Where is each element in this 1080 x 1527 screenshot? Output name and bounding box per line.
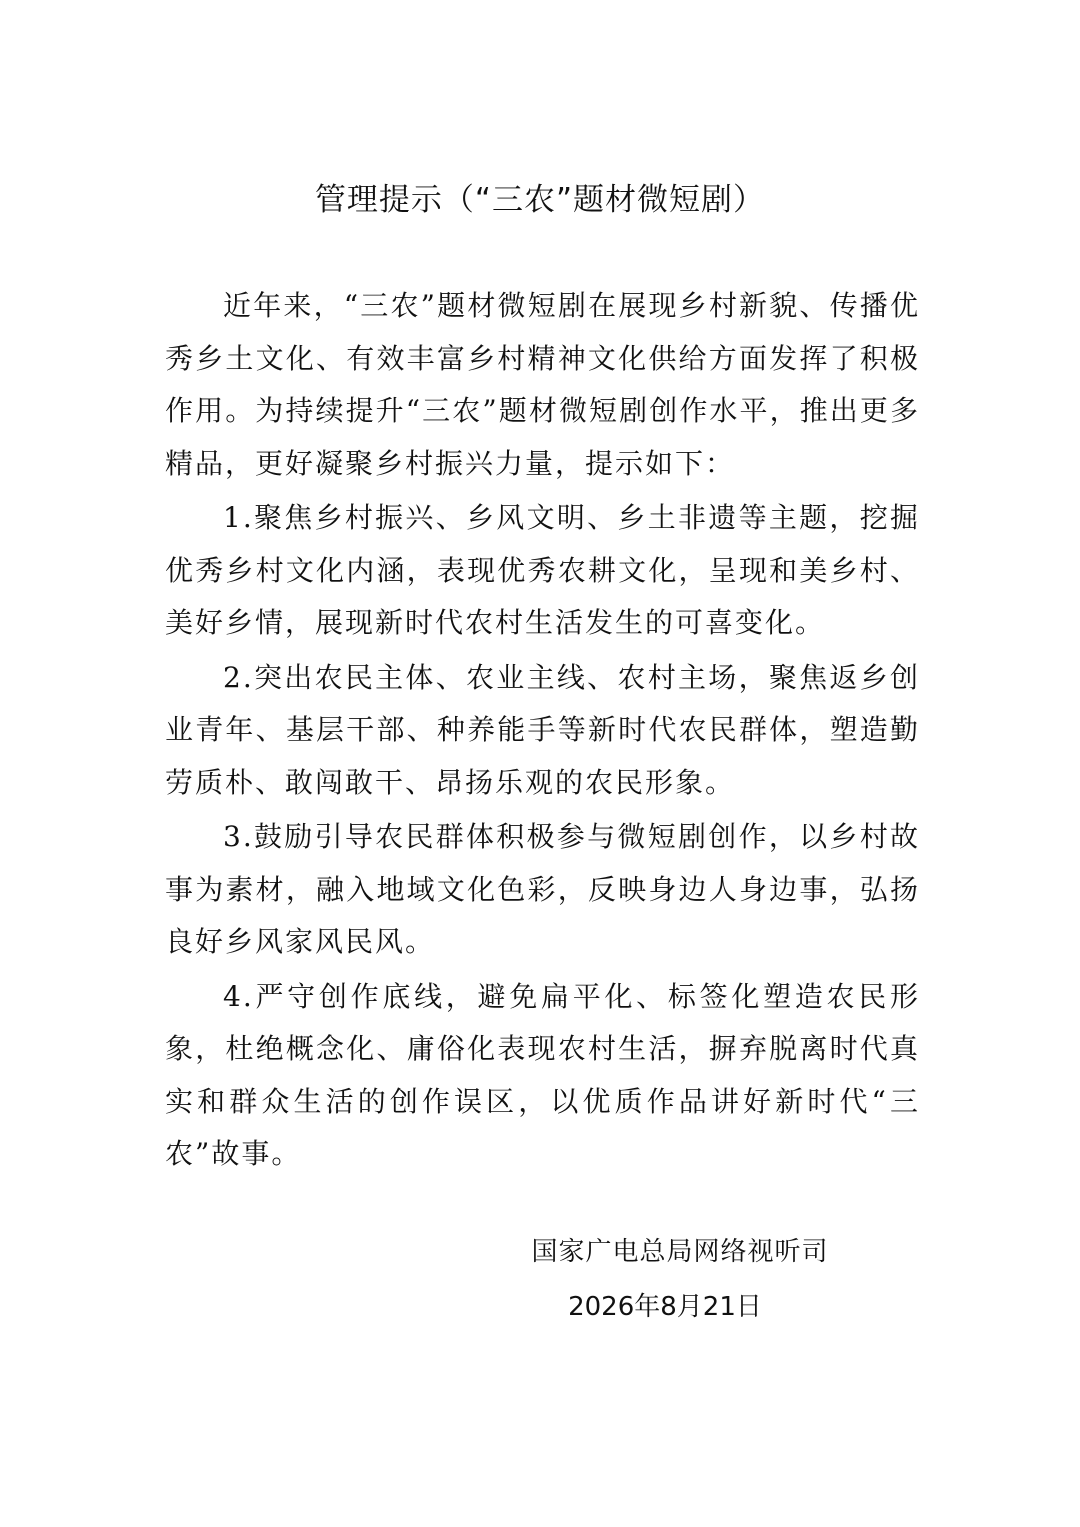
point-3-paragraph: 3.鼓励引导农民群体积极参与微短剧创作，以乡村故事为素材，融入地域文化色彩，反映身边人身边事，弘扬良好乡风家风民风。 — [165, 820, 920, 958]
document-body — [165, 280, 920, 1183]
point-1-paragraph: 1.聚焦乡村振兴、乡风文明、乡土非遗等主题，挖掘优秀乡村文化内涵，表现优秀农耕文化，呈现和美乡村、美好乡情，展现新时代农村生活发生的可喜变化。 — [165, 501, 920, 639]
point-2-paragraph: 2.突出农民主体、农业主线、农村主场，聚焦返乡创业青年、基层干部、种养能手等新时代农民群体，塑造勤劳质朴、敢闯敢干、昂扬乐观的农民形象。 — [165, 660, 920, 799]
issuer-signature: 国家广电总局网络视听司 — [531, 1237, 829, 1267]
intro-paragraph: 近年来，“三农”题材微短剧在展现乡村新貌、传播优秀乡土文化、有效丰富乡村精神文化供给方面发挥了积极作用。为持续提升“三农”题材微短剧创作水平，推出更多精品，更好凝聚乡村振兴力量，提示如下： — [165, 289, 920, 480]
issue-date: 2026年8月21日 — [568, 1292, 762, 1322]
document-title: 管理提示（“三农”题材微短剧） — [314, 182, 766, 218]
point-4-paragraph: 4.严守创作底线，避免扁平化、标签化塑造农民形象，杜绝概念化、庸俗化表现农村生活，摒弃脱离时代真实和群众生活的创作误区，以优质作品讲好新时代“三农”故事。 — [165, 979, 920, 1170]
